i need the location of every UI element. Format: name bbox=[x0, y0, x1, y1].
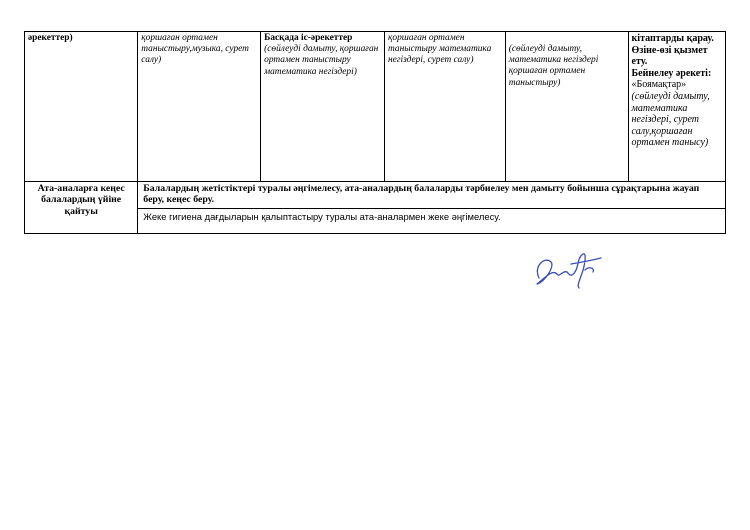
wednesday-cell bbox=[385, 32, 506, 182]
friday-plain: «Боямақтар» bbox=[631, 79, 687, 91]
friday-bold-1: кітаптарды қарау. bbox=[631, 33, 714, 44]
friday-cell bbox=[628, 32, 725, 182]
hygiene-text: Жеке гигиена дағдыларын қалыптастыру туралы ата-аналармен жеке әңгімелесу. bbox=[143, 210, 501, 222]
activities-row bbox=[25, 32, 726, 182]
parents-label-cell bbox=[25, 182, 138, 234]
parents-label-text: Ата-аналарға кеңес балалардың үйіне қайтуы bbox=[37, 183, 125, 217]
thursday-cell bbox=[505, 32, 628, 182]
parents-advice-cell bbox=[138, 182, 726, 209]
row-label-cell bbox=[25, 32, 138, 182]
tuesday-text: (сөйлеуді дамыту, қоршаған ортамен таныстыру математика негіздері) bbox=[264, 44, 379, 77]
schedule-table bbox=[24, 31, 726, 234]
monday-cell bbox=[138, 32, 261, 182]
parents-row-1 bbox=[25, 182, 726, 209]
thursday-text: (сөйлеуді дамыту, математика негіздері қоршаған ортамен таныстыру) bbox=[508, 44, 599, 88]
signature-mark bbox=[527, 244, 605, 290]
wednesday-text: қоршаған ортамен таныстыру математика негіздері, сурет салу) bbox=[388, 33, 492, 66]
friday-bold-2: Өзіне-өзі қызмет ету. bbox=[631, 44, 708, 68]
hygiene-cell bbox=[138, 208, 726, 233]
monday-text: қоршаған ортамен таныстыру,музыка, сурет салу) bbox=[141, 33, 249, 66]
row-label-text: әрекеттер) bbox=[28, 33, 73, 43]
tuesday-cell bbox=[261, 32, 385, 182]
parents-advice-text: Балалардың жетістіктері туралы әңгімелесу, ата-аналардың балаларды тәрбиелеу мен дамыту бойынша сұрақтарына жауап беру, кеңес беру. bbox=[143, 183, 700, 206]
tuesday-heading: Басқада іс-әрекеттер bbox=[264, 33, 353, 43]
friday-bold-3: Бейнелеу әрекеті: bbox=[631, 67, 712, 79]
friday-italic: (сөйлеуді дамыту, математика негіздері, сурет салу,қоршаған ортамен танысу) bbox=[631, 90, 710, 149]
